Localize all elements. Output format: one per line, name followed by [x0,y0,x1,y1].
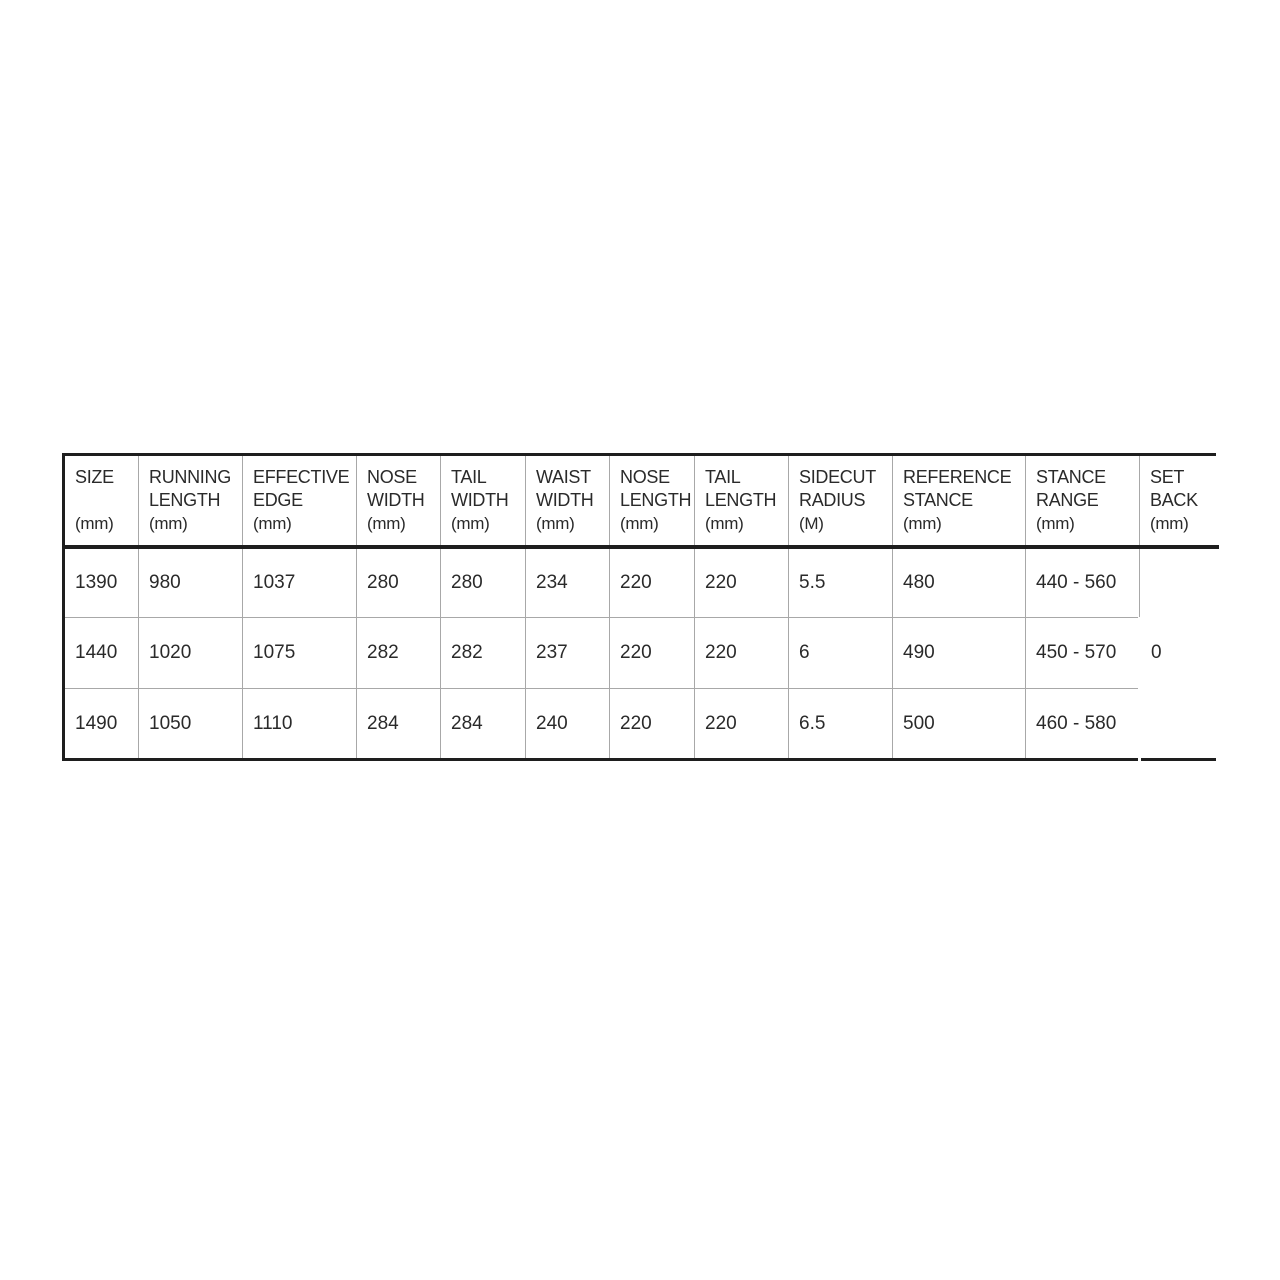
header-row [64,455,1218,547]
table-row [64,618,1218,689]
snowboard-spec-table [62,453,1219,761]
cell-size: 1390 [64,547,139,618]
table-header [64,455,1218,547]
cell-sidecut-radius: 6.5 [789,689,893,760]
table-row [64,689,1218,760]
cell-size: 1440 [64,618,139,689]
cell-set-back: 0 [1140,547,1218,760]
cell-sidecut-radius: 6 [789,618,893,689]
header-unit: (M) [799,514,824,533]
cell-tail-length: 220 [695,618,789,689]
cell-nose-length: 220 [610,689,695,760]
cell-tail-length: 220 [695,689,789,760]
cell-tail-width: 280 [441,547,526,618]
header-label-line1: EFFECTIVE [253,467,350,487]
header-unit: (mm) [903,514,942,533]
header-label-line2: RANGE [1036,490,1099,510]
cell-reference-stance: 490 [893,618,1026,689]
column-header-stance-range [1026,455,1140,547]
cell-stance-range: 440 - 560 [1026,547,1140,618]
header-unit: (mm) [149,514,188,533]
cell-running-length: 1050 [139,689,243,760]
cell-running-length: 980 [139,547,243,618]
header-label-line1: REFERENCE [903,467,1012,487]
header-label-line1: SET [1150,467,1185,487]
cell-tail-width: 282 [441,618,526,689]
header-unit: (mm) [1150,514,1189,533]
cell-nose-length: 220 [610,547,695,618]
header-unit: (mm) [75,514,114,533]
header-label-line2: WIDTH [451,490,509,510]
cell-reference-stance: 480 [893,547,1026,618]
cell-effective-edge: 1037 [243,547,357,618]
cell-nose-width: 284 [357,689,441,760]
header-label-line2: BACK [1150,490,1198,510]
column-header-reference-stance [893,455,1026,547]
header-label-line1: TAIL [705,467,741,487]
cell-size: 1490 [64,689,139,760]
cell-reference-stance: 500 [893,689,1026,760]
table-body [64,547,1218,760]
header-label-line2: RADIUS [799,490,866,510]
cell-stance-range: 460 - 580 [1026,689,1140,760]
cell-waist-width: 237 [526,618,610,689]
header-label-line1: STANCE [1036,467,1106,487]
header-label-line1: NOSE [620,467,670,487]
cell-sidecut-radius: 5.5 [789,547,893,618]
column-header-effective-edge [243,455,357,547]
cell-tail-length: 220 [695,547,789,618]
cell-waist-width: 240 [526,689,610,760]
header-label-line2 [75,489,138,512]
header-unit: (mm) [620,514,659,533]
header-label-line2: WIDTH [536,490,594,510]
column-header-nose-length [610,455,695,547]
cell-tail-width: 284 [441,689,526,760]
column-header-tail-width [441,455,526,547]
header-label-line1: NOSE [367,467,417,487]
header-unit: (mm) [253,514,292,533]
cell-nose-width: 280 [357,547,441,618]
header-label-line1: SIDECUT [799,467,876,487]
column-header-waist-width [526,455,610,547]
header-label-line1: RUNNING [149,467,231,487]
header-label-line2: LENGTH [149,490,221,510]
table-row [64,547,1218,618]
column-header-tail-length [695,455,789,547]
header-unit: (mm) [1036,514,1075,533]
header-label-line1: SIZE [75,467,114,487]
header-unit: (mm) [367,514,406,533]
header-unit: (mm) [536,514,575,533]
cell-nose-width: 282 [357,618,441,689]
cell-nose-length: 220 [610,618,695,689]
column-header-size [64,455,139,547]
header-label-line2: STANCE [903,490,973,510]
cell-effective-edge: 1075 [243,618,357,689]
cell-effective-edge: 1110 [243,689,357,760]
header-label-line2: LENGTH [620,490,692,510]
column-header-nose-width [357,455,441,547]
header-unit: (mm) [705,514,744,533]
cell-stance-range: 450 - 570 [1026,618,1140,689]
header-label-line1: WAIST [536,467,591,487]
column-header-running-length [139,455,243,547]
header-unit: (mm) [451,514,490,533]
cell-waist-width: 234 [526,547,610,618]
header-label-line2: EDGE [253,490,303,510]
header-label-line2: LENGTH [705,490,777,510]
header-label-line2: WIDTH [367,490,425,510]
column-header-set-back [1140,455,1218,547]
header-label-line1: TAIL [451,467,487,487]
column-header-sidecut-radius [789,455,893,547]
cell-running-length: 1020 [139,618,243,689]
